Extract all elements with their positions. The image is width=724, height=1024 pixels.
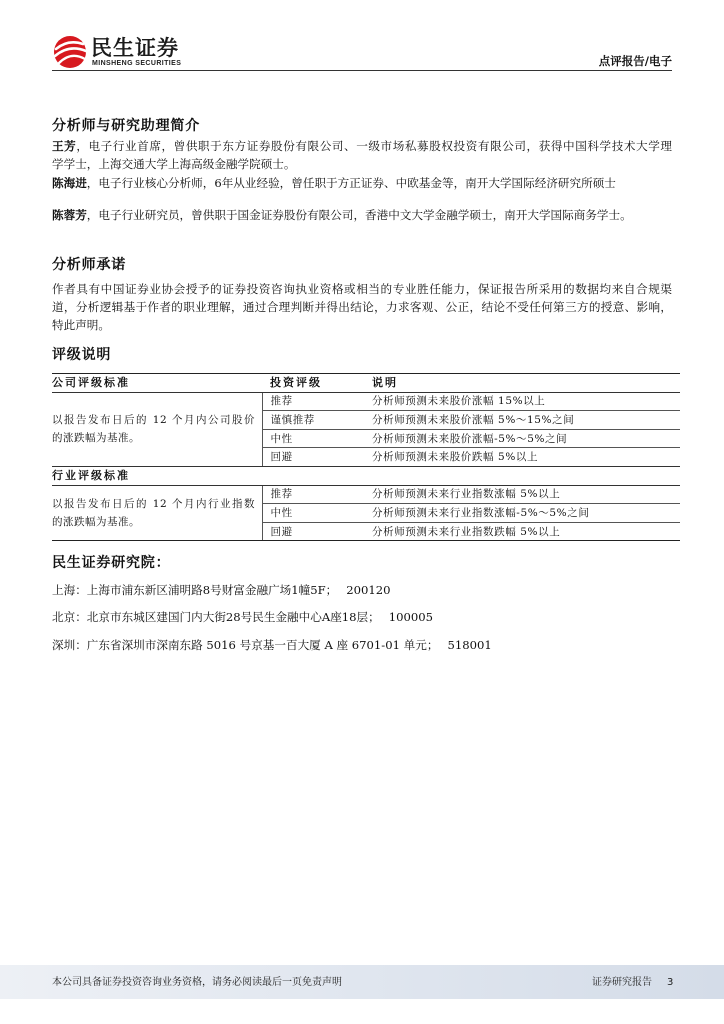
- analyst-entry-line: [52, 206, 672, 224]
- rating-section-title: 评级说明: [52, 347, 112, 363]
- criterion-text: 的涨跌幅为基准。: [52, 432, 140, 445]
- criterion-text: 以报告发布日后的 12 个月内行业指数: [52, 497, 255, 510]
- industry-criterion-cell: [52, 485, 262, 541]
- analyst-bio-text: ，电子行业核心分析师，6年从业经验，曾任职于方正证券、中欧基金等，南开大学国际经济研究所硕士: [86, 176, 616, 190]
- description-cell: 分析师预测未来行业指数涨幅 5%以上: [365, 485, 680, 504]
- rating-cell: 谨慎推荐: [262, 411, 365, 430]
- office-postcode: 100005: [388, 610, 434, 624]
- office-city: 北京：: [52, 610, 87, 624]
- commitment-text-line: 特此声明。: [52, 318, 110, 332]
- description-cell: 分析师预测未来股价涨幅-5%～5%之间: [365, 429, 680, 448]
- office-city: 上海：: [52, 583, 87, 597]
- rating-cell: 推荐: [262, 485, 365, 504]
- criterion-text: 以报告发布日后的 12 个月内公司股价: [52, 414, 255, 427]
- rating-cell: 中性: [262, 429, 365, 448]
- table-row: [52, 485, 680, 504]
- description-cell: 分析师预测未来股价跌幅 5%以上: [365, 448, 680, 467]
- criterion-text: 的涨跌幅为基准。: [52, 515, 140, 528]
- table-header-row: [52, 374, 680, 393]
- analyst-entry-line: [52, 137, 672, 155]
- footer-report-label: 证券研究报告: [592, 977, 652, 988]
- industry-header-row: [52, 466, 680, 485]
- industry-standard-header: 行业评级标准: [52, 466, 262, 485]
- company-standard-header: 公司评级标准: [52, 374, 262, 393]
- table-row: [52, 392, 680, 411]
- office-address-line: [52, 608, 672, 626]
- analyst-bio-text: 学学士，上海交通大学上海高级金融学院硕士。: [52, 157, 296, 171]
- office-address: 北京市东城区建国门内大街28号民生金融中心A座18层；: [86, 610, 380, 624]
- analyst-bio-text: ，电子行业研究员，曾供职于国金证券股份有限公司，香港中文大学金融学硕士，南开大学国际商务学士。: [86, 208, 632, 222]
- office-postcode: 200120: [346, 583, 391, 597]
- rating-table: [52, 373, 680, 541]
- office-postcode: 518001: [447, 638, 492, 652]
- institute-section-title: 民生证券研究院：: [52, 555, 171, 571]
- description-column-header: 说明: [365, 374, 680, 393]
- footer-disclaimer: 本公司具备证券投资咨询业务资格，请务必阅读最后一页免责声明: [52, 977, 342, 988]
- description-cell: 分析师预测未来行业指数涨幅-5%～5%之间: [365, 504, 680, 523]
- header-divider: [52, 70, 672, 71]
- brand-name-en: MINSHENG SECURITIES: [92, 60, 182, 67]
- rating-cell: 中性: [262, 504, 365, 523]
- brand-name-cn: 民生证券: [91, 36, 179, 60]
- company-criterion-cell: [52, 392, 262, 466]
- analyst-entry-line: [52, 155, 672, 173]
- office-address: 上海市浦东新区浦明路8号财富金融广场1幢5F；: [86, 583, 338, 597]
- analyst-name: 王芳: [52, 139, 77, 153]
- analyst-bio-text: ，电子行业首席，曾供职于东方证券股份有限公司、一级市场私募股权投资有限公司，获得中国科学技术大学理: [76, 139, 672, 153]
- minsheng-logo-icon: [52, 35, 88, 69]
- commitment-section-title: 分析师承诺: [52, 257, 126, 273]
- page-number: 3: [667, 977, 674, 988]
- description-cell: 分析师预测未来行业指数跌幅 5%以上: [365, 522, 680, 541]
- office-address-line: [52, 636, 672, 654]
- office-address-line: [52, 581, 672, 599]
- office-city: 深圳：: [52, 638, 87, 652]
- analyst-entry-line: [52, 174, 672, 192]
- office-address: 广东省深圳市深南东路 5016 号京基一百大厦 A 座 6701-01 单元；: [86, 638, 439, 652]
- description-cell: 分析师预测未来股价涨幅 15%以上: [365, 392, 680, 411]
- analyst-name: 陈海进: [52, 176, 87, 190]
- rating-column-header: 投资评级: [262, 374, 365, 393]
- analysts-section-title: 分析师与研究助理简介: [52, 118, 200, 134]
- rating-cell: 回避: [262, 448, 365, 467]
- description-cell: 分析师预测未来股价涨幅 5%～15%之间: [365, 411, 680, 430]
- empty-header-cell: [365, 466, 680, 485]
- commitment-text-line: 作者具有中国证券业协会授予的证券投资咨询执业资格或相当的专业胜任能力，保证报告所采用的数据均来自合规渠: [52, 282, 672, 296]
- rating-cell: 回避: [262, 522, 365, 541]
- analyst-name: 陈蓉芳: [52, 208, 87, 222]
- report-type-label: 点评报告/电子: [598, 54, 672, 68]
- empty-header-cell: [262, 466, 365, 485]
- rating-cell: 推荐: [262, 392, 365, 411]
- commitment-text-line: 道，分析逻辑基于作者的职业理解，通过合理判断并得出结论，力求客观、公正，结论不受任何第三方的授意、影响，: [52, 300, 672, 314]
